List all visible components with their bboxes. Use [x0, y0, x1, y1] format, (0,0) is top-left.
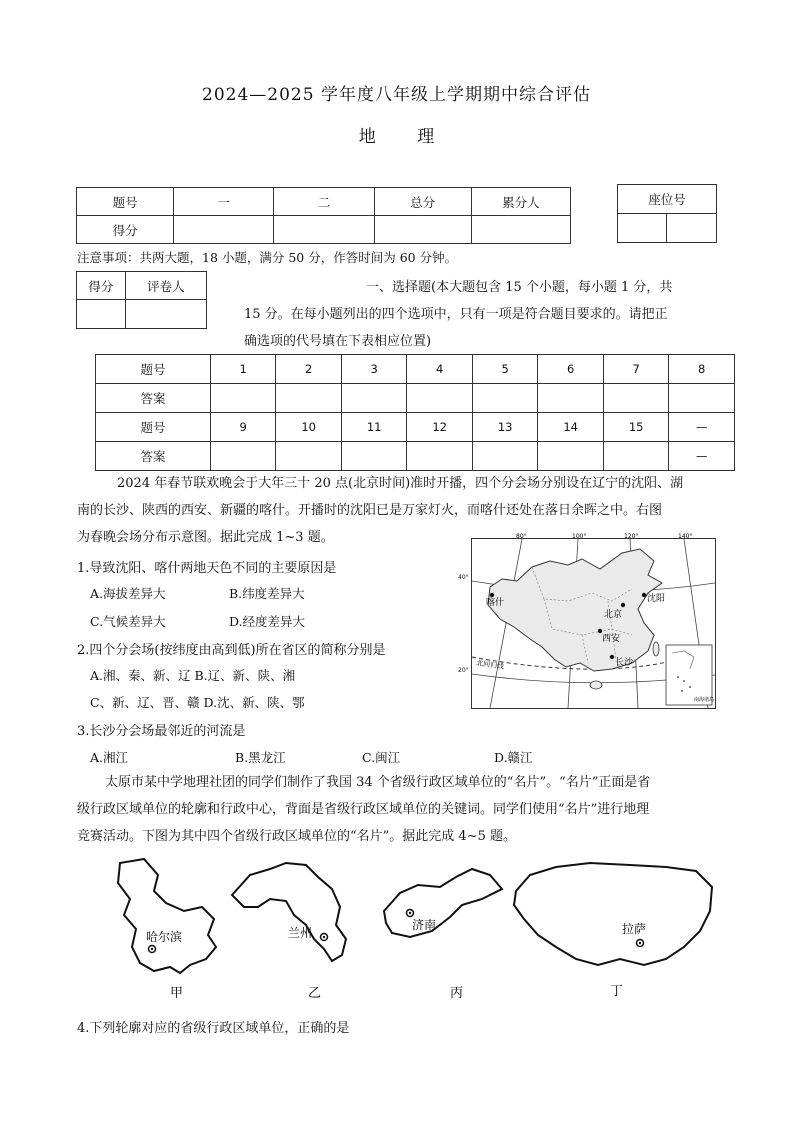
question-1: 1.导致沈阳、喀什两地天色不同的主要原因是	[77, 561, 337, 576]
ding-label: 丁	[610, 984, 624, 999]
answer-q-label: 题号	[96, 413, 211, 442]
seat-label: 座位号	[618, 185, 717, 214]
xian-label: 西安	[602, 634, 621, 644]
score-cell[interactable]	[174, 216, 274, 244]
answer-cell[interactable]	[276, 442, 342, 471]
score-cell[interactable]	[374, 216, 471, 244]
lat-40-label: 40°	[458, 574, 469, 581]
answer-cell[interactable]	[210, 442, 276, 471]
section1-line: 15 分。在每小题列出的四个选项中，只有一项是符合题目要求的。请把正	[244, 307, 668, 322]
score-cell[interactable]	[471, 216, 570, 244]
score-row-label: 得分	[77, 216, 174, 244]
answer-cell: —	[669, 442, 735, 471]
kashi-label: 喀什	[486, 598, 505, 608]
passage2	[77, 769, 727, 850]
seat-cell[interactable]	[667, 214, 717, 243]
question-number: 9	[210, 413, 276, 442]
answer-a-label: 答案	[96, 384, 211, 413]
province-outlines-svg	[110, 855, 730, 1015]
question-number: 15	[603, 413, 669, 442]
inset-label: 南海诸岛	[694, 697, 715, 703]
question-3: 3.长沙分会场最邻近的河流是	[77, 724, 246, 739]
q1-option-d[interactable]: D.经度差异大	[229, 614, 306, 629]
answer-cell[interactable]	[538, 442, 604, 471]
changsha-dot	[610, 655, 614, 659]
question-number: 10	[276, 413, 342, 442]
shenyang-label: 沈阳	[647, 594, 666, 604]
tropic-label: 北回归线	[475, 659, 505, 671]
lon-120-label: 120°	[624, 533, 639, 540]
subject-char-1: 地	[358, 127, 376, 147]
province-cards	[110, 855, 730, 1015]
tibet-outline[interactable]	[514, 863, 712, 965]
score-header-cell: 一	[174, 188, 274, 216]
gala-venue-map	[458, 533, 716, 709]
score-header-cell: 题号	[77, 188, 174, 216]
notice-text: 注意事项：共两大题，18 小题，满分 50 分，作答时间为 60 分钟。	[77, 250, 458, 265]
q3-option-d[interactable]: D.赣江	[494, 750, 533, 765]
question-4: 4.下列轮廓对应的省级行政区域单位，正确的是	[77, 1021, 350, 1036]
passage2-line: 级行政区域单位的轮廓和行政中心，背面是省级行政区域单位的关键词。同学们使用“名片”进行地理	[77, 802, 650, 817]
seat-table	[617, 184, 717, 243]
shenyang-dot	[642, 593, 646, 597]
question-number: 3	[341, 355, 407, 384]
answer-cell[interactable]	[472, 384, 538, 413]
lanzhou-label: 兰州	[288, 926, 313, 940]
grader-table	[76, 271, 207, 329]
question-number: 7	[603, 355, 669, 384]
beijing-dot	[621, 603, 625, 607]
score-cell[interactable]	[274, 216, 374, 244]
grader-score-label: 得分	[77, 272, 126, 300]
question-number: 11	[341, 413, 407, 442]
exam-title: 2024—2025 学年度八年级上学期期中综合评估	[202, 85, 591, 105]
answer-table	[95, 354, 735, 471]
passage1-line: 南的长沙、陕西的西安、新疆的喀什。开播时的沈阳已是万家灯火，而喀什还处在落日余晖之中。右图	[77, 503, 663, 518]
passage2-line: 竞赛活动。下图为其中四个省级行政区域单位的“名片”。据此完成 4~5 题。	[77, 829, 516, 844]
answer-a-label: 答案	[96, 442, 211, 471]
answer-cell[interactable]	[603, 442, 669, 471]
yi-label: 乙	[308, 986, 322, 1001]
q1-option-a[interactable]: A.海拔差异大	[90, 586, 166, 601]
question-number: 6	[538, 355, 604, 384]
bing-label: 丙	[450, 986, 464, 1001]
score-header-cell: 总分	[374, 188, 471, 216]
subject-title	[0, 122, 793, 147]
passage2-line: 太原市某中学地理社团的同学们制作了我国 34 个省级行政区域单位的“名片”。“名片”正面是省	[105, 775, 651, 790]
passage1-line: 2024 年春节联欢晚会于大年三十 20 点(北京时间)准时开播，四个分会场分别设在辽宁的沈阳、湖	[117, 476, 684, 491]
question-number: 2	[276, 355, 342, 384]
question-number: 13	[472, 413, 538, 442]
grader-name-cell[interactable]	[125, 300, 206, 329]
heilongjiang-outline[interactable]	[118, 859, 216, 973]
question-number: 4	[407, 355, 473, 384]
q2-options-cd[interactable]: C、新、辽、晋、赣 D.沈、新、陕、鄂	[90, 695, 305, 710]
answer-cell[interactable]	[407, 384, 473, 413]
lon-140-label: 140°	[678, 533, 693, 540]
xian-dot	[598, 629, 602, 633]
answer-cell[interactable]	[210, 384, 276, 413]
answer-cell[interactable]	[276, 384, 342, 413]
q3-option-a[interactable]: A.湘江	[90, 750, 129, 765]
q2-options-ab[interactable]: A.湘、秦、新、辽 B.辽、新、陕、湘	[90, 668, 296, 683]
jia-label: 甲	[170, 986, 184, 1001]
grader-score-cell[interactable]	[77, 300, 126, 329]
q3-option-c[interactable]: C.闽江	[362, 750, 401, 765]
q1-option-c[interactable]: C.气候差异大	[90, 614, 166, 629]
hainan-island	[590, 681, 602, 689]
answer-cell[interactable]	[341, 442, 407, 471]
score-header-cell: 累分人	[471, 188, 570, 216]
kashi-dot	[490, 593, 494, 597]
lhasa-label: 拉萨	[622, 922, 647, 936]
question-2: 2.四个分会场(按纬度由高到低)所在省区的简称分别是	[77, 643, 386, 658]
grader-name-label: 评卷人	[125, 272, 206, 300]
seat-cell[interactable]	[618, 214, 667, 243]
answer-cell[interactable]	[603, 384, 669, 413]
jinan-label: 济南	[412, 918, 437, 932]
question-number: 5	[472, 355, 538, 384]
subject-char-2: 理	[417, 127, 435, 147]
shandong-outline[interactable]	[384, 869, 502, 937]
score-header-cell: 二	[274, 188, 374, 216]
china-map-svg	[472, 533, 715, 708]
question-number: 1	[210, 355, 276, 384]
answer-cell[interactable]	[669, 384, 735, 413]
china-outline	[488, 549, 662, 671]
answer-cell[interactable]	[341, 384, 407, 413]
question-number: —	[669, 413, 735, 442]
harbin-label: 哈尔滨	[146, 930, 183, 944]
q3-option-b[interactable]: B.黑龙江	[235, 750, 286, 765]
beijing-label: 北京	[604, 610, 623, 620]
lat-20-label: 20°	[458, 667, 469, 674]
q1-option-b[interactable]: B.纬度差异大	[229, 586, 305, 601]
gansu-outline[interactable]	[232, 863, 346, 961]
answer-cell[interactable]	[472, 442, 538, 471]
lon-80-label: 80°	[516, 533, 527, 540]
question-number: 12	[407, 413, 473, 442]
answer-cell[interactable]	[407, 442, 473, 471]
taiwan-island	[653, 642, 659, 656]
section1-intro	[244, 274, 714, 355]
question-number: 14	[538, 413, 604, 442]
changsha-label: 长沙	[615, 658, 634, 668]
section1-line: 一、选择题(本大题包含 15 个小题，每小题 1 分，共	[366, 280, 673, 295]
score-table	[76, 187, 571, 244]
lon-100-label: 100°	[572, 533, 587, 540]
passage1-line: 为春晚会场分布示意图。据此完成 1~3 题。	[77, 530, 334, 545]
section1-line: 确选项的代号填在下表相应位置)	[244, 334, 432, 349]
question-number: 8	[669, 355, 735, 384]
answer-cell[interactable]	[538, 384, 604, 413]
answer-q-label: 题号	[96, 355, 211, 384]
